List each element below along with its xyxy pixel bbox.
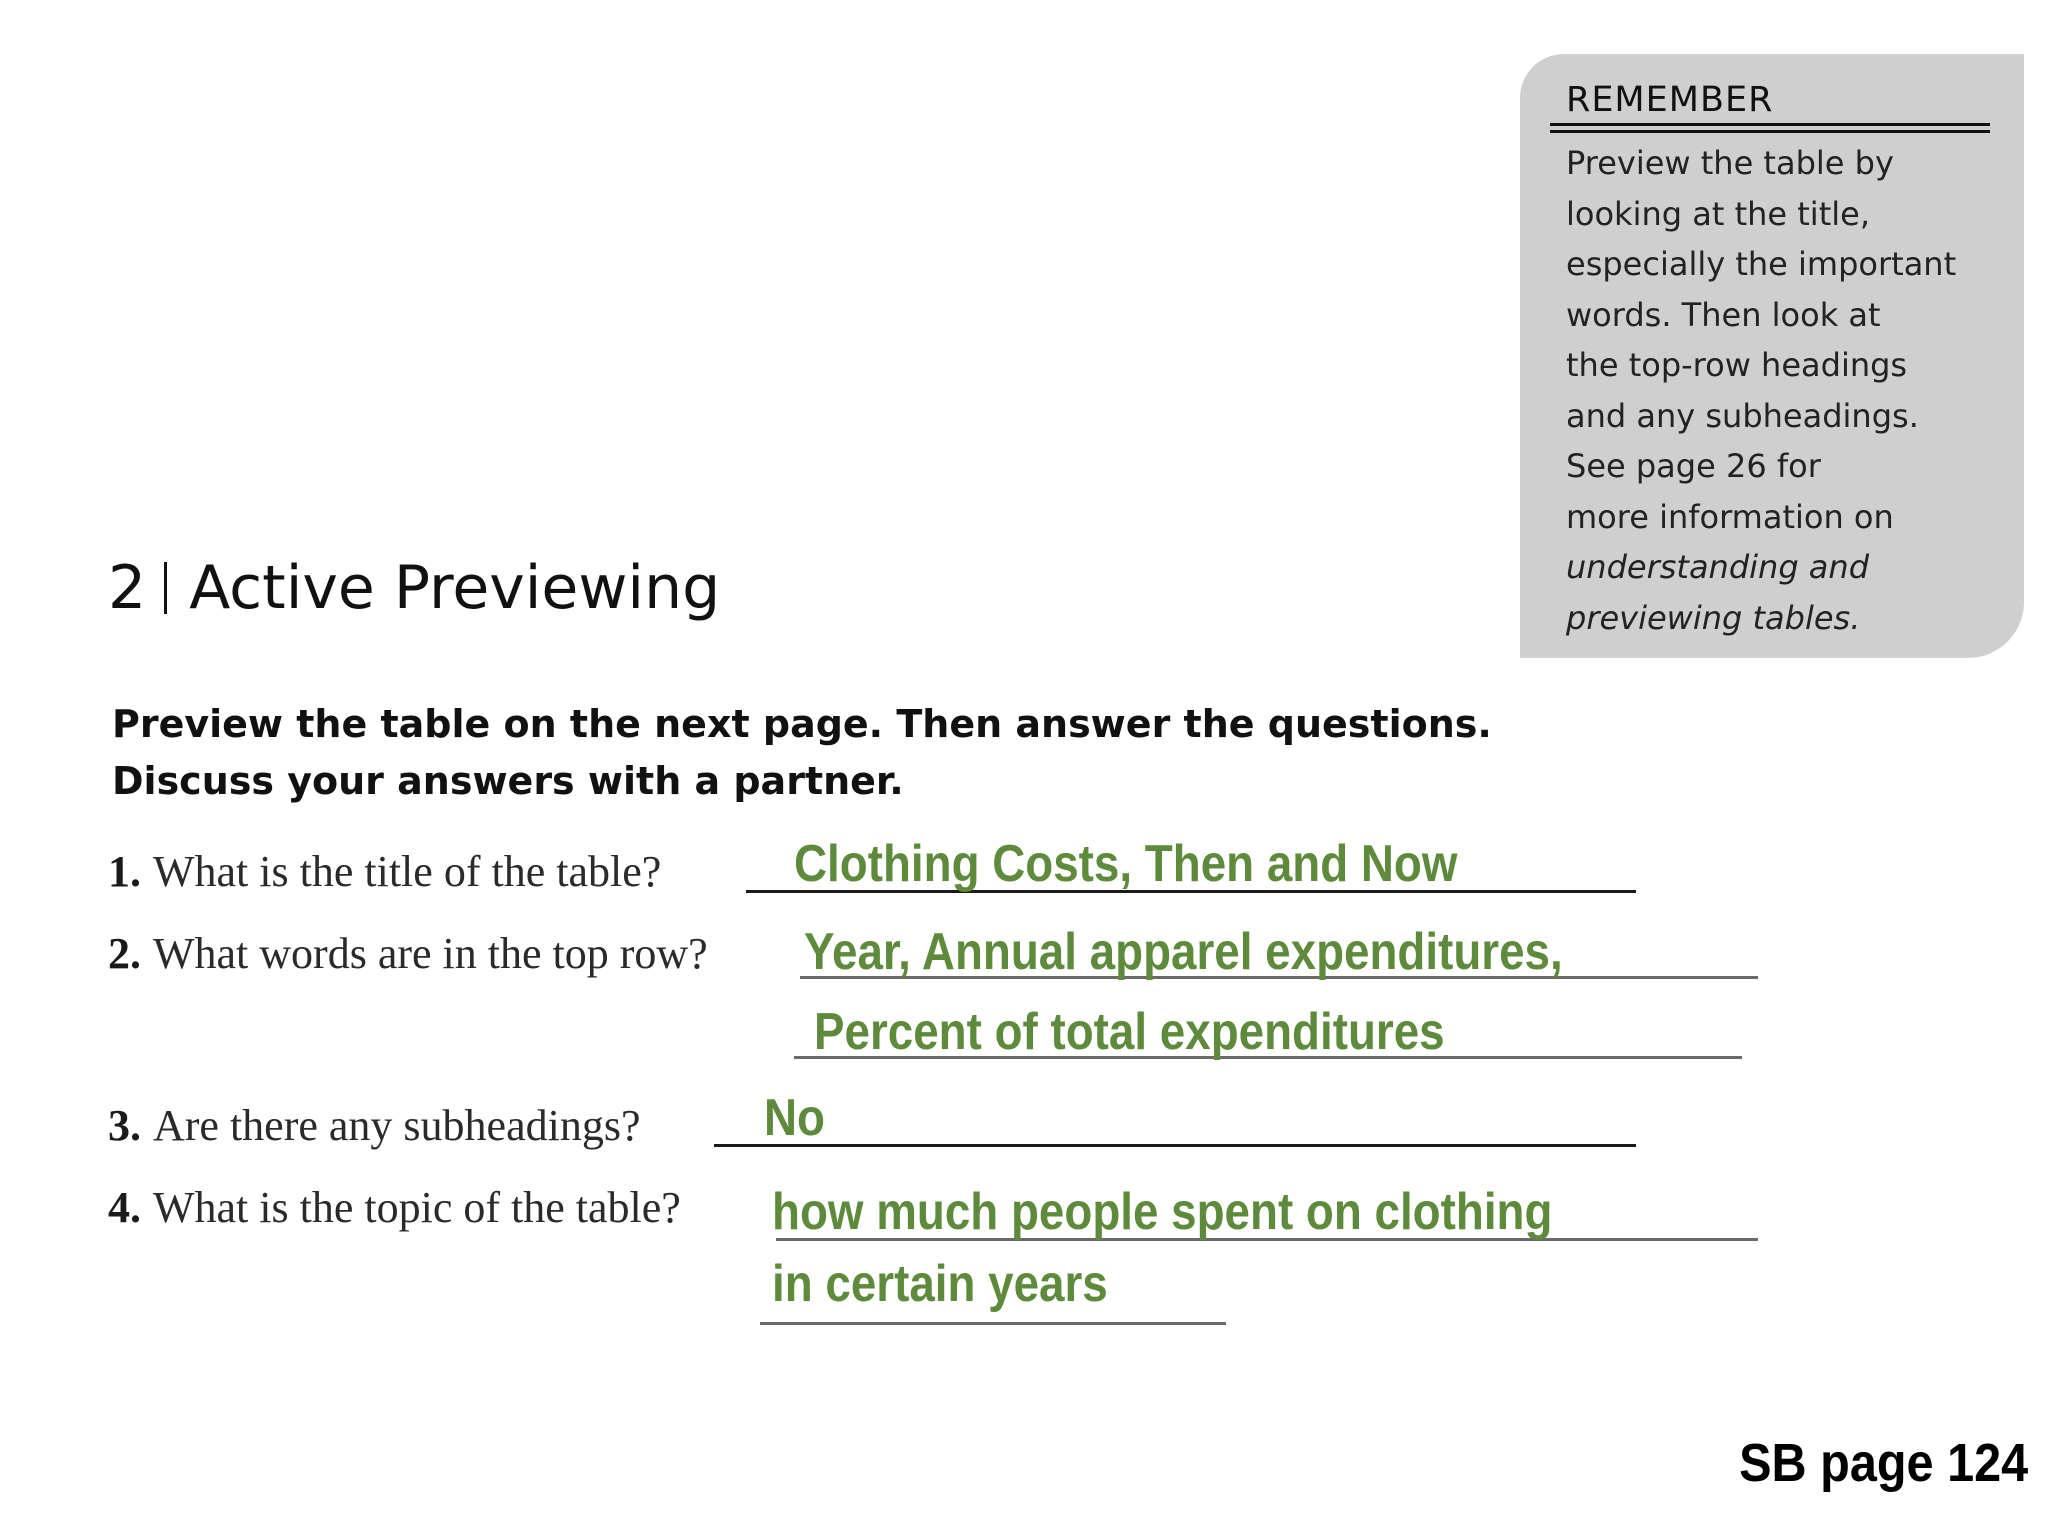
answer-4-line-2: in certain years bbox=[772, 1255, 1108, 1313]
remember-double-rule bbox=[1550, 123, 1990, 133]
question-2 bbox=[108, 928, 708, 979]
question-text: Are there any subheadings? bbox=[153, 1101, 641, 1150]
remember-text bbox=[1566, 138, 2006, 643]
answer-3: No bbox=[764, 1089, 826, 1147]
remember-line: especially the important bbox=[1566, 245, 1957, 283]
answer-4-line-1: how much people spent on clothing bbox=[772, 1183, 1553, 1241]
question-number: 4. bbox=[108, 1183, 141, 1232]
answer-2-line-1: Year, Annual apparel expenditures, bbox=[804, 923, 1563, 981]
question-number: 1. bbox=[108, 847, 141, 896]
remember-line: Preview the table by bbox=[1566, 144, 1894, 182]
answer-2-line-2: Percent of total expenditures bbox=[814, 1003, 1445, 1061]
question-number: 2. bbox=[108, 929, 141, 978]
section-title: Active Previewing bbox=[189, 553, 721, 623]
remember-line: See page 26 for bbox=[1566, 447, 1821, 485]
question-text: What words are in the top row? bbox=[153, 929, 708, 978]
answer-line bbox=[760, 1322, 1226, 1325]
remember-line: the top-row headings bbox=[1566, 346, 1908, 384]
section-divider bbox=[164, 562, 167, 614]
remember-line: more information on bbox=[1566, 497, 1894, 536]
remember-line-italic: understanding and bbox=[1566, 548, 1869, 586]
instructions: Preview the table on the next page. Then answer the questions. Discuss your answers with a partner. bbox=[112, 702, 1492, 803]
answer-line bbox=[714, 1144, 1636, 1147]
question-4 bbox=[108, 1182, 681, 1233]
question-text: What is the topic of the table? bbox=[153, 1183, 681, 1232]
question-text: What is the title of the table? bbox=[153, 847, 662, 896]
remember-title: REMEMBER bbox=[1566, 80, 1774, 120]
page-reference: SB page 124 bbox=[1738, 1433, 2028, 1493]
section-heading bbox=[108, 553, 720, 623]
question-1 bbox=[108, 846, 661, 897]
remember-line-italic: previewing tables. bbox=[1566, 598, 1861, 637]
answer-1: Clothing Costs, Then and Now bbox=[794, 835, 1458, 893]
remember-line: words. Then look at bbox=[1566, 295, 1881, 334]
question-number: 3. bbox=[108, 1101, 141, 1150]
remember-line: looking at the title, bbox=[1566, 194, 1870, 233]
remember-box bbox=[1520, 54, 2024, 658]
question-3 bbox=[108, 1100, 640, 1151]
remember-line: and any subheadings. bbox=[1566, 396, 1919, 435]
section-number: 2 bbox=[108, 553, 147, 623]
